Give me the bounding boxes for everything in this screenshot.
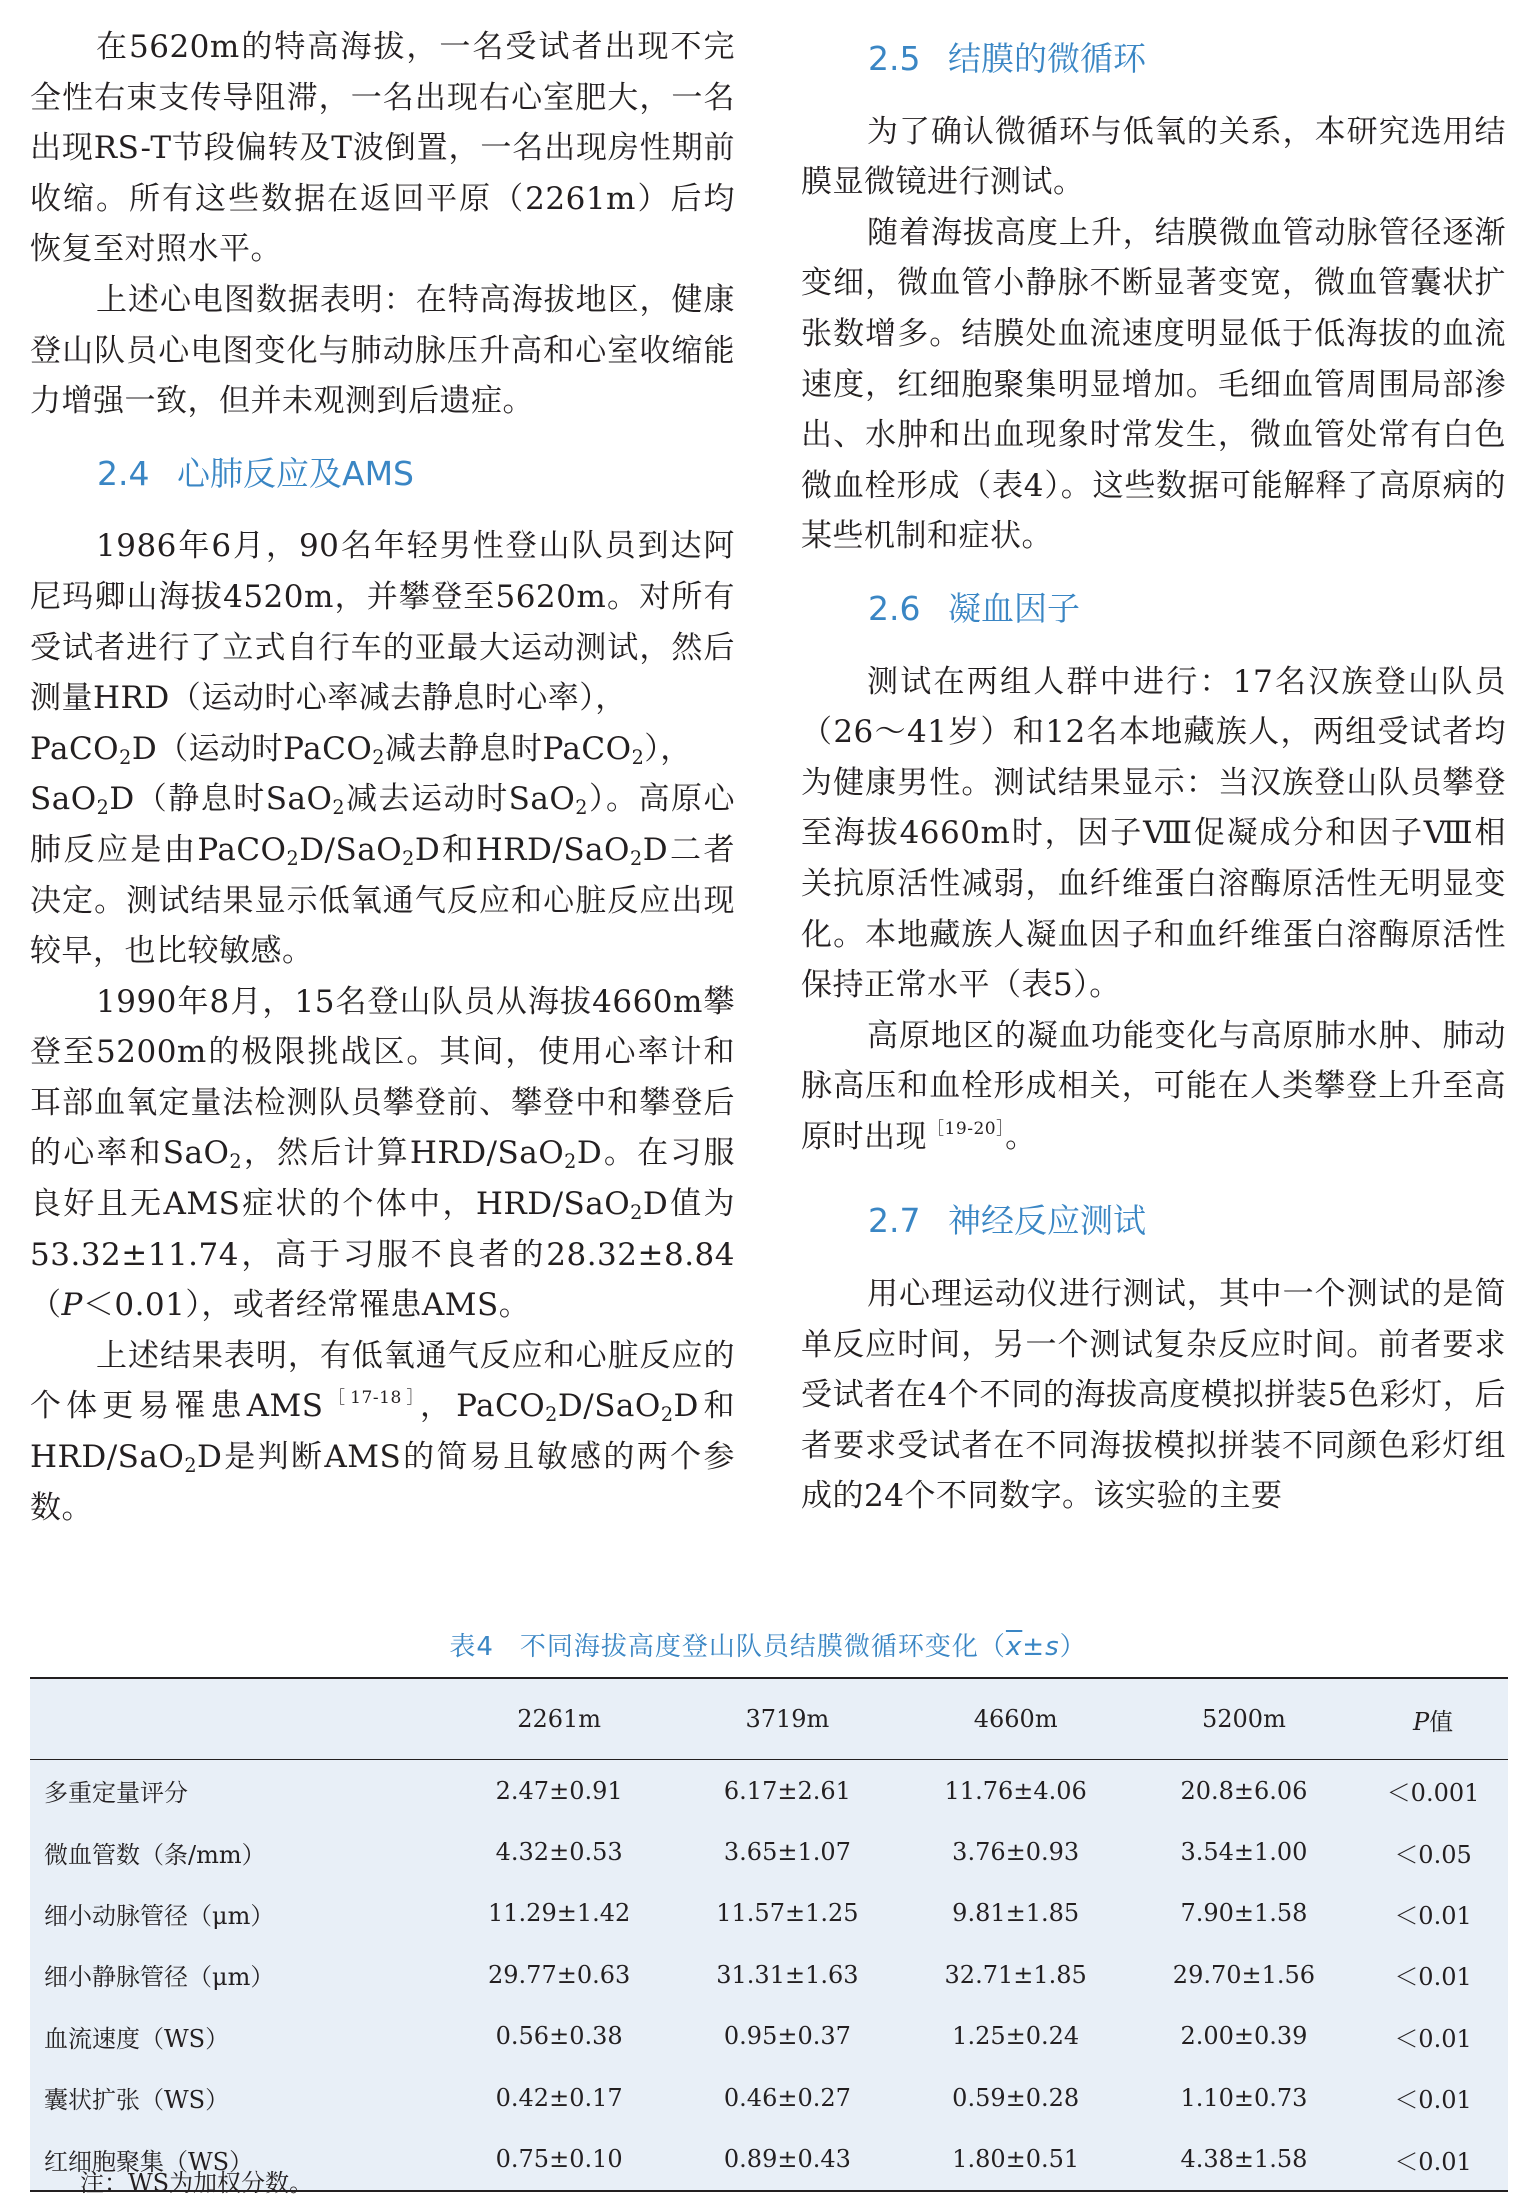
paragraph: 在5620m的特高海拔，一名受试者出现不完全性右束支传导阻滞，一名出现右心室肥大，一名出现RS-T节段偏转及T波倒置，一名出现房性期前收缩。所有这些数据在返回平原（2261m）后均恢复至对照水平。 bbox=[30, 29, 735, 268]
section-title: 心肺反应及AMS bbox=[177, 453, 414, 493]
table-note: 注：WS为加权分数。 bbox=[80, 2169, 314, 2197]
citation-ref: ［19-20］ bbox=[927, 1119, 1006, 1140]
table-cell: 11.76±4.06 bbox=[944, 1776, 1087, 1805]
table-cell: ＜0.01 bbox=[1394, 1963, 1472, 1992]
paragraph: 用心理运动仪进行测试，其中一个测试的是简单反应时间，另一个测试复杂反应时间。前者要求受试者在4个不同的海拔高度模拟拼装5色彩灯，后者要求受试者在不同海拔模拟拼装不同颜色彩灯组成的24个不同数字。该实验的主要 bbox=[801, 1276, 1506, 1515]
table-header-cell bbox=[30, 1678, 445, 1760]
table-cell: 2.47±0.91 bbox=[495, 1776, 623, 1805]
table-row bbox=[30, 1821, 1508, 1882]
microcirculation-table bbox=[30, 1677, 1508, 2192]
table-header-row bbox=[30, 1678, 1508, 1760]
table-cell: 7.90±1.58 bbox=[1180, 1899, 1308, 1928]
section-heading-2-5 bbox=[801, 34, 1506, 85]
table-cell: ＜0.01 bbox=[1358, 2128, 1508, 2190]
table-cell: ＜0.01 bbox=[1394, 2086, 1472, 2115]
table-cell: 6.17±2.61 bbox=[723, 1776, 851, 1805]
row-label: 微血管数（条/mm） bbox=[44, 1840, 266, 1869]
table-cell: 0.89±0.43 bbox=[673, 2128, 901, 2190]
paragraph: 为了确认微循环与低氧的关系，本研究选用结膜显微镜进行测试。 bbox=[801, 113, 1506, 201]
row-label: 细小静脉管径（μm） bbox=[44, 1963, 275, 1992]
table-cell: 1.10±0.73 bbox=[1180, 2083, 1308, 2112]
table-cell: 3.54±1.00 bbox=[1180, 1838, 1308, 1867]
table-header-cell: 2261m bbox=[445, 1678, 673, 1760]
citation-ref: ［17-18］ bbox=[323, 1388, 420, 1409]
section-number: 2.7 bbox=[868, 1201, 921, 1241]
table-cell: 20.8±6.06 bbox=[1180, 1776, 1308, 1805]
table-row bbox=[30, 2067, 1508, 2128]
table-cell: ＜0.01 bbox=[1394, 1901, 1472, 1930]
table-cell: 0.95±0.37 bbox=[723, 2022, 851, 2051]
section-number: 2.5 bbox=[868, 39, 921, 78]
row-label: 囊状扩张（WS） bbox=[44, 2086, 230, 2115]
section-heading-2-6 bbox=[801, 584, 1506, 635]
table-row bbox=[30, 1883, 1508, 1944]
section-title: 神经反应测试 bbox=[948, 1201, 1146, 1241]
table-cell: 32.71±1.85 bbox=[944, 1960, 1087, 1989]
section-title: 结膜的微循环 bbox=[948, 39, 1146, 78]
paragraph: 1990年8月，15名登山队员从海拔4660m攀登至5200m的极限挑战区。其间，使用心率计和耳部血氧定量法检测队员攀登前、攀登中和攀登后的心率和SaO$_2$，然后计算HRD/SaO$_2$D。在习服良好且无AMS症状的个体中，HRD/SaO$_2$D值为53.32±11.74，高于习服不良者的28.32±8.84（P＜0.01），或者经常罹患AMS。 bbox=[30, 983, 735, 1324]
table-header-cell: 3719m bbox=[673, 1678, 901, 1760]
table-row bbox=[30, 1944, 1508, 2005]
table-cell: 4.38±1.58 bbox=[1130, 2128, 1358, 2190]
table-cell: 3.76±0.93 bbox=[952, 1838, 1080, 1867]
paragraph: 随着海拔高度上升，结膜微血管动脉管径逐渐变细，微血管小静脉不断显著变宽，微血管囊状扩张数增多。结膜处血流速度明显低于低海拔的血流速度，红细胞聚集明显增加。毛细血管周围局部渗出、水肿和出血现象时常发生，微血管处常有白色微血栓形成（表4）。这些数据可能解释了高原病的某些机制和症状。 bbox=[801, 214, 1506, 555]
table-cell: 1.80±0.51 bbox=[902, 2128, 1130, 2190]
table-cell: 9.81±1.85 bbox=[952, 1899, 1080, 1928]
table-cell: 11.57±1.25 bbox=[716, 1899, 859, 1928]
table-cell: 0.42±0.17 bbox=[495, 2083, 623, 2112]
table-header-cell: 4660m bbox=[902, 1678, 1130, 1760]
table-cell: 0.56±0.38 bbox=[495, 2022, 623, 2051]
table-header-cell: 5200m bbox=[1130, 1678, 1358, 1760]
table-cell: 0.75±0.10 bbox=[445, 2128, 673, 2190]
section-title: 凝血因子 bbox=[948, 588, 1080, 628]
table-cell: 0.46±0.27 bbox=[723, 2083, 851, 2112]
table-cell: 31.31±1.63 bbox=[716, 1960, 859, 1989]
paragraph: 上述结果表明，有低氧通气反应和心脏反应的个体更易罹患$AMS^{[17-18]}$，PaCO$_2$D/SaO$_2$D和HRD/SaO$_2$D是判断AMS的简易且敏感的两个参数。 bbox=[30, 1337, 735, 1526]
section-heading-2-4 bbox=[30, 449, 735, 500]
table-row bbox=[30, 1760, 1508, 1822]
paragraph: 1986年6月，90名年轻男性登山队员到达阿尼玛卿山海拔4520m，并攀登至5620m。对所有受试者进行了立式自行车的亚最大运动测试，然后测量HRD（运动时心率减去静息时心率）， PaCO$_2$D（运动时PaCO$_2$减去静息时PaCO$_2$）， SaO$_2$D（静息时SaO$_2$减去运动时SaO$_2$）。高原心肺反应是由PaCO$_2$D/SaO$_2$D和HRD/SaO$_2$D二者决定。测试结果显示低氧通气反应和心脏反应出现较早，也比较敏感。 bbox=[30, 528, 735, 970]
table-cell: 11.29±1.42 bbox=[488, 1899, 631, 1928]
section-number: 2.4 bbox=[97, 453, 150, 493]
paragraph: 测试在两组人群中进行：17名汉族登山队员（26～41岁）和12名本地藏族人，两组受试者均为健康男性。测试结果显示：当汉族登山队员攀登至海拔4660m时，因子Ⅷ促凝成分和因子Ⅷ相关抗原活性减弱，血纤维蛋白溶酶原活性无明显变化。本地藏族人凝血因子和血纤维蛋白溶酶原活性保持正常水平（表5）。 bbox=[801, 663, 1506, 1004]
left-column bbox=[30, 22, 735, 1533]
paragraph: 上述心电图数据表明：在特高海拔地区，健康登山队员心电图变化与肺动脉压升高和心室收缩能力增强一致，但并未观测到后遗症。 bbox=[30, 281, 735, 420]
section-heading-2-7 bbox=[801, 1196, 1506, 1247]
table-cell: ＜0.01 bbox=[1394, 2024, 1472, 2053]
row-label: 红细胞聚集（WS） bbox=[30, 2128, 445, 2190]
table-cell: ＜0.05 bbox=[1394, 1840, 1472, 1869]
paragraph: 高原地区的凝血功能变化与高原肺水肿、肺动脉高压和血栓形成相关，可能在人类攀登上升至高原时出现$^{[19-20]}$。 bbox=[801, 1017, 1506, 1155]
row-label: 细小动脉管径（μm） bbox=[44, 1901, 275, 1930]
table-cell: 29.70±1.56 bbox=[1172, 1960, 1316, 1989]
row-label: 血流速度（WS） bbox=[44, 2024, 230, 2053]
table-caption: 表4 不同海拔高度登山队员结膜微循环变化$(\overline{x}\pm s)$ bbox=[449, 1632, 1087, 1662]
row-label: 多重定量评分 bbox=[44, 1779, 188, 1808]
table-row bbox=[30, 2006, 1508, 2067]
table-cell: 3.65±1.07 bbox=[723, 1838, 851, 1867]
section-number: 2.6 bbox=[868, 588, 921, 628]
table-header-cell: P值 bbox=[1358, 1678, 1508, 1760]
table-cell: 0.59±0.28 bbox=[952, 2083, 1080, 2112]
table-cell: ＜0.001 bbox=[1386, 1779, 1480, 1808]
table-cell: 29.77±0.63 bbox=[488, 1960, 631, 1989]
table-cell: 1.25±0.24 bbox=[952, 2022, 1080, 2051]
right-column bbox=[801, 22, 1506, 1522]
table-cell: 2.00±0.39 bbox=[1180, 2022, 1308, 2051]
table-cell: 4.32±0.53 bbox=[495, 1838, 623, 1867]
